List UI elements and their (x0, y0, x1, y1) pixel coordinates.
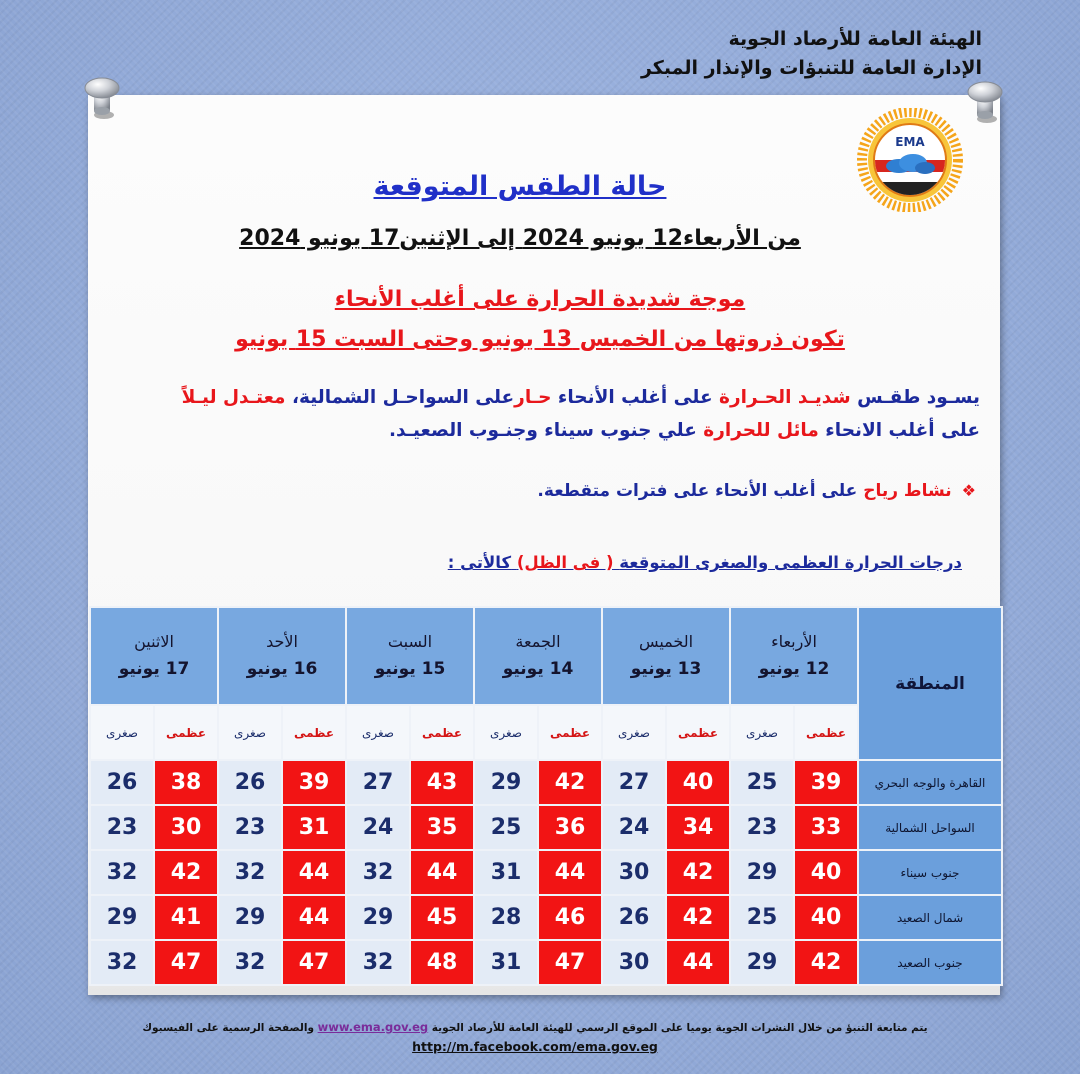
organization-name: الهيئة العامة للأرصاد الجوية (728, 28, 982, 50)
max-temp-cell: 39 (795, 761, 857, 804)
day-name: السبت (387, 632, 433, 651)
day-date: 13 يونيو (630, 659, 702, 679)
summary-text: على السواحـل الشمالية، (291, 387, 515, 408)
table-row (91, 851, 1001, 894)
summary-highlight: معتـدل ليـلاً (181, 387, 286, 408)
max-label: عظمى (795, 706, 857, 759)
min-temp-cell: 30 (603, 851, 665, 894)
max-temp-cell: 46 (539, 896, 601, 939)
intro-text: درجات الحرارة العظمى والصغرى المتوقعة (619, 553, 962, 572)
max-temp-cell: 44 (283, 896, 345, 939)
max-temp-cell: 42 (155, 851, 217, 894)
wind-bullet (537, 477, 976, 505)
max-temp-cell: 40 (795, 896, 857, 939)
min-temp-cell: 26 (91, 761, 153, 804)
max-temp-cell: 47 (539, 941, 601, 984)
min-temp-cell: 32 (347, 851, 409, 894)
min-label: صغرى (731, 706, 793, 759)
min-temp-cell: 32 (219, 941, 281, 984)
footer-text: يتم متابعة التنبؤ من خلال النشرات الجوية يوميا على الموقع الرسمي للهيئة العامة للأرصاد الجوية (431, 1022, 928, 1034)
max-temp-cell: 44 (411, 851, 473, 894)
min-label: صغرى (91, 706, 153, 759)
max-label: عظمى (411, 706, 473, 759)
pushpin-icon (80, 74, 124, 120)
table-row (91, 941, 1001, 984)
max-temp-cell: 48 (411, 941, 473, 984)
min-temp-cell: 29 (731, 851, 793, 894)
min-temp-cell: 27 (347, 761, 409, 804)
day-name: الجمعة (515, 632, 561, 651)
max-temp-cell: 39 (283, 761, 345, 804)
min-temp-cell: 25 (731, 896, 793, 939)
max-temp-cell: 34 (667, 806, 729, 849)
max-temp-cell: 44 (667, 941, 729, 984)
max-temp-cell: 47 (283, 941, 345, 984)
table-row (91, 896, 1001, 939)
region-name: جنوب سيناء (859, 851, 1001, 894)
min-temp-cell: 25 (475, 806, 537, 849)
table-row (91, 761, 1001, 804)
max-temp-cell: 30 (155, 806, 217, 849)
min-temp-cell: 28 (475, 896, 537, 939)
region-name: السواحل الشمالية (859, 806, 1001, 849)
max-temp-cell: 36 (539, 806, 601, 849)
min-temp-cell: 24 (603, 806, 665, 849)
day-header (475, 608, 601, 704)
max-temp-cell: 45 (411, 896, 473, 939)
day-date: 14 يونيو (502, 659, 574, 679)
max-temp-cell: 44 (283, 851, 345, 894)
max-temp-cell: 43 (411, 761, 473, 804)
min-temp-cell: 30 (603, 941, 665, 984)
page-title: حالة الطقس المتوقعة (373, 171, 667, 202)
min-temp-cell: 32 (347, 941, 409, 984)
day-name: الاثنين (134, 632, 174, 651)
min-temp-cell: 27 (603, 761, 665, 804)
min-temp-cell: 26 (603, 896, 665, 939)
region-name: شمال الصعيد (859, 896, 1001, 939)
min-temp-cell: 31 (475, 941, 537, 984)
summary-line (389, 417, 980, 445)
max-temp-cell: 38 (155, 761, 217, 804)
summary-text: على أغلب الأنحاء (557, 387, 713, 408)
day-header (219, 608, 345, 704)
facebook-link[interactable]: http://m.facebook.com/ema.gov.eg (412, 1039, 658, 1054)
max-temp-cell: 33 (795, 806, 857, 849)
summary-line (182, 384, 980, 412)
region-name: القاهرة والوجه البحري (859, 761, 1001, 804)
min-label: صغرى (603, 706, 665, 759)
heatwave-peak-note: تكون ذروتها من الخميس 13 يونيو وحتى السبت 15 يونيو (235, 327, 845, 352)
min-temp-cell: 31 (475, 851, 537, 894)
max-label: عظمى (667, 706, 729, 759)
min-label: صغرى (475, 706, 537, 759)
min-label: صغرى (219, 706, 281, 759)
min-temp-cell: 29 (219, 896, 281, 939)
table-row (91, 806, 1001, 849)
footer-text: والصفحة الرسمية على الفيسبوك (142, 1022, 314, 1034)
min-label: صغرى (347, 706, 409, 759)
min-temp-cell: 24 (347, 806, 409, 849)
day-name: الأحد (266, 632, 298, 651)
department-name: الإدارة العامة للتنبؤات والإنذار المبكر (640, 57, 982, 79)
summary-text: يسـود طقـس (857, 387, 980, 408)
summary-highlight: حـار (514, 387, 552, 408)
min-temp-cell: 23 (91, 806, 153, 849)
day-date: 16 يونيو (246, 659, 318, 679)
min-temp-cell: 32 (91, 941, 153, 984)
max-temp-cell: 31 (283, 806, 345, 849)
max-temp-cell: 42 (795, 941, 857, 984)
region-header: المنطقة (859, 608, 1001, 759)
min-temp-cell: 29 (347, 896, 409, 939)
ema-website-link[interactable]: www.ema.gov.eg (317, 1020, 429, 1034)
max-temp-cell: 42 (667, 896, 729, 939)
day-date: 15 يونيو (374, 659, 446, 679)
diamond-bullet-icon: ❖ (961, 481, 976, 500)
max-temp-cell: 42 (667, 851, 729, 894)
day-name: الأربعاء (771, 632, 817, 651)
min-temp-cell: 32 (91, 851, 153, 894)
summary-highlight: شديـد الحـرارة (719, 387, 851, 408)
max-label: عظمى (155, 706, 217, 759)
max-temp-cell: 40 (667, 761, 729, 804)
max-temp-cell: 35 (411, 806, 473, 849)
logo-text: EMA (895, 135, 925, 149)
max-temp-cell: 40 (795, 851, 857, 894)
bullet-text: على أغلب الأنحاء على فترات متقطعة. (537, 481, 858, 501)
intro-shade-note: ( فى الظل) (516, 553, 614, 572)
min-temp-cell: 25 (731, 761, 793, 804)
day-header (731, 608, 857, 704)
min-temp-cell: 29 (731, 941, 793, 984)
min-temp-cell: 32 (219, 851, 281, 894)
bullet-lead: نشاط رياح (863, 481, 952, 501)
min-temp-cell: 26 (219, 761, 281, 804)
max-label: عظمى (539, 706, 601, 759)
heatwave-alert: موجة شديدة الحرارة على أغلب الأنحاء (334, 287, 746, 312)
min-temp-cell: 23 (731, 806, 793, 849)
summary-text: على أغلب الانحاء (825, 420, 980, 441)
max-temp-cell: 44 (539, 851, 601, 894)
max-temp-cell: 47 (155, 941, 217, 984)
max-label: عظمى (283, 706, 345, 759)
min-temp-cell: 29 (475, 761, 537, 804)
intro-text: كالأتى : (447, 553, 512, 572)
pushpin-icon (963, 78, 1007, 124)
footer-note (0, 1019, 1070, 1036)
table-intro (448, 549, 962, 577)
min-temp-cell: 29 (91, 896, 153, 939)
region-name: جنوب الصعيد (859, 941, 1001, 984)
day-header (91, 608, 217, 704)
day-header-row (91, 608, 1001, 704)
day-date: 17 يونيو (118, 659, 190, 679)
max-temp-cell: 42 (539, 761, 601, 804)
summary-highlight: مائل للحرارة (703, 420, 819, 441)
day-header (347, 608, 473, 704)
day-date: 12 يونيو (758, 659, 830, 679)
max-temp-cell: 41 (155, 896, 217, 939)
min-temp-cell: 23 (219, 806, 281, 849)
day-header (603, 608, 729, 704)
temperature-table (89, 606, 1003, 986)
forecast-period: من الأربعاء12 يونيو 2024 إلى الإثنين17 يونيو 2024 (239, 226, 801, 251)
day-name: الخميس (638, 632, 694, 651)
summary-text: علي جنوب سيناء وجنـوب الصعيـد. (388, 420, 697, 441)
